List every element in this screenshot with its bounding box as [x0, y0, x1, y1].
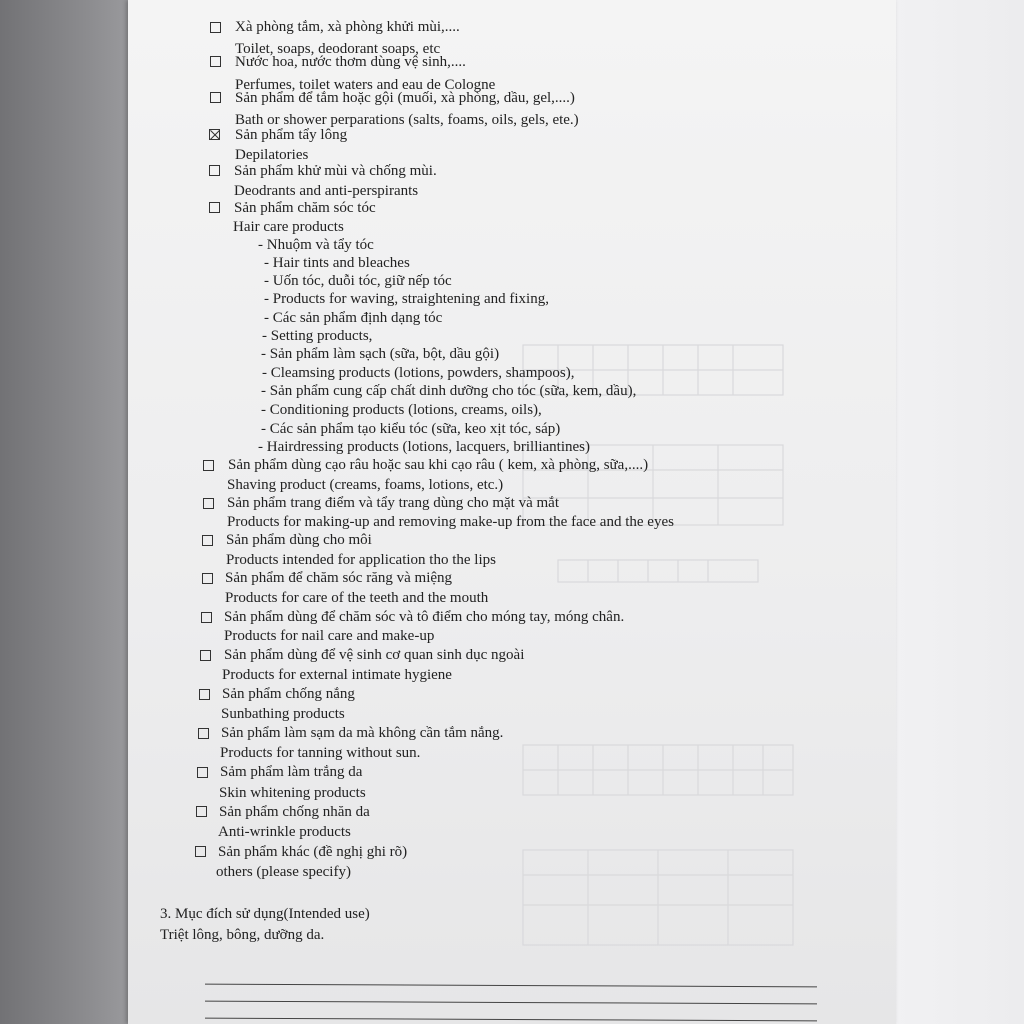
item-label-vi: Sản phẩm chăm sóc tóc — [234, 200, 376, 216]
item-label-en: Sunbathing products — [221, 706, 345, 722]
item-label-en: Products intended for application tho the lips — [226, 552, 496, 568]
checkbox[interactable] — [195, 846, 206, 857]
checkbox[interactable] — [203, 498, 214, 509]
hair-subitem: - Các sản phẩm định dạng tóc — [264, 310, 443, 326]
item-label-vi: Sản phẩm tẩy lông — [235, 127, 348, 143]
item-label-vi: Sản phẩm chống nắng — [222, 686, 355, 702]
item-label-en: Skin whitening products — [219, 785, 366, 801]
item-label-en: Hair care products — [233, 219, 344, 235]
hair-subitem: - Nhuộm và tẩy tóc — [258, 237, 374, 253]
item-label-vi: Xà phòng tắm, xà phòng khửi mùi,.... — [235, 19, 460, 35]
checkbox[interactable] — [210, 92, 221, 103]
hair-subitem: - Sản phẩm làm sạch (sữa, bột, dầu gội) — [261, 346, 500, 362]
checkbox[interactable] — [210, 22, 221, 33]
checkbox[interactable] — [203, 460, 214, 471]
item-label-vi: Sản phẩm khác (đề nghị ghi rõ) — [218, 844, 408, 860]
hair-subitem: - Sản phẩm cung cấp chất dinh dưỡng cho tóc (sữa, kem, dầu), — [261, 383, 637, 399]
background-left — [0, 0, 130, 1024]
checkbox[interactable] — [197, 767, 208, 778]
checkbox[interactable] — [198, 728, 209, 739]
item-label-en: Products for care of the teeth and the mouth — [225, 590, 489, 606]
checkbox[interactable] — [202, 573, 213, 584]
background-right — [894, 0, 1024, 1024]
checkbox[interactable] — [200, 650, 211, 661]
checkbox[interactable] — [199, 689, 210, 700]
checkbox[interactable] — [202, 535, 213, 546]
hair-subitem: - Các sản phẩm tạo kiểu tóc (sữa, keo xịt tóc, sáp) — [261, 421, 561, 437]
item-label-vi: Sản phẩm trang điểm và tẩy trang dùng cho mặt và mắt — [227, 495, 559, 511]
hair-subitem: - Products for waving, straightening and fixing, — [264, 291, 549, 307]
item-label-en: Products for making-up and removing make-up from the face and the eyes — [227, 514, 674, 530]
checkbox[interactable] — [209, 165, 220, 176]
item-label-en: Toilet, soaps, deodorant soaps, etc — [235, 41, 441, 57]
item-label-en: Deodrants and anti-perspirants — [234, 183, 419, 199]
item-label-en: Anti-wrinkle products — [218, 824, 351, 840]
item-label-en: Products for tanning without sun. — [220, 745, 421, 761]
hair-subitem: - Hairdressing products (lotions, lacquers, brilliantines) — [258, 439, 591, 455]
hair-subitem: - Uốn tóc, duỗi tóc, giữ nếp tóc — [264, 273, 452, 289]
item-label-vi: Sản phẩm khử mùi và chống mùi. — [234, 163, 437, 179]
section-3-heading: 3. Mục đích sử dụng(Intended use) — [160, 906, 370, 922]
item-label-vi: Sản phẩm để chăm sóc răng và miệng — [225, 570, 453, 586]
item-label-vi: Nước hoa, nước thơm dùng vệ sinh,.... — [235, 54, 466, 70]
item-label-vi: Sản phẩm chống nhăn da — [219, 804, 370, 820]
item-label-vi: Sản phẩm làm sạm da mà không cần tắm nắng. — [221, 725, 504, 741]
checkbox[interactable] — [210, 56, 221, 67]
checkbox[interactable] — [201, 612, 212, 623]
item-label-en: Depilatories — [235, 147, 309, 163]
item-label-vi: Sản phẩm dùng cho môi — [226, 532, 372, 548]
item-label-vi: Sản phẩm dùng cạo râu hoặc sau khi cạo râu ( kem, xà phòng, sữa,....) — [228, 457, 649, 473]
item-label-vi: Sản phẩm dùng để chăm sóc và tô điểm cho móng tay, móng chân. — [224, 609, 625, 625]
hair-subitem: - Cleamsing products (lotions, powders, shampoos), — [262, 365, 575, 381]
item-label-en: Products for nail care and make-up — [224, 628, 435, 644]
item-label-vi: Sảm phẩm làm trắng da — [220, 764, 363, 780]
hair-subitem: - Conditioning products (lotions, creams, oils), — [261, 402, 542, 418]
checkbox-checked[interactable] — [209, 129, 220, 140]
hair-subitem: - Hair tints and bleaches — [264, 255, 410, 271]
item-label-en: Shaving product (creams, foams, lotions, etc.) — [227, 477, 504, 493]
hair-subitem: - Setting products, — [262, 328, 373, 344]
item-label-en: Bath or shower perparations (salts, foams, oils, gels, ete.) — [235, 112, 579, 128]
item-label-en: Products for external intimate hygiene — [222, 667, 452, 683]
item-label-en: Perfumes, toilet waters and eau de Cologne — [235, 77, 496, 93]
checkbox[interactable] — [209, 202, 220, 213]
item-label-en: others (please specify) — [216, 864, 351, 880]
checkbox[interactable] — [196, 806, 207, 817]
section-3-answer: Triệt lông, bông, dưỡng da. — [160, 927, 325, 943]
item-label-vi: Sản phẩm để tắm hoặc gội (muối, xà phòng, dầu, gel,....) — [235, 90, 575, 106]
item-label-vi: Sản phẩm dùng để vệ sinh cơ quan sinh dục ngoài — [224, 647, 525, 663]
